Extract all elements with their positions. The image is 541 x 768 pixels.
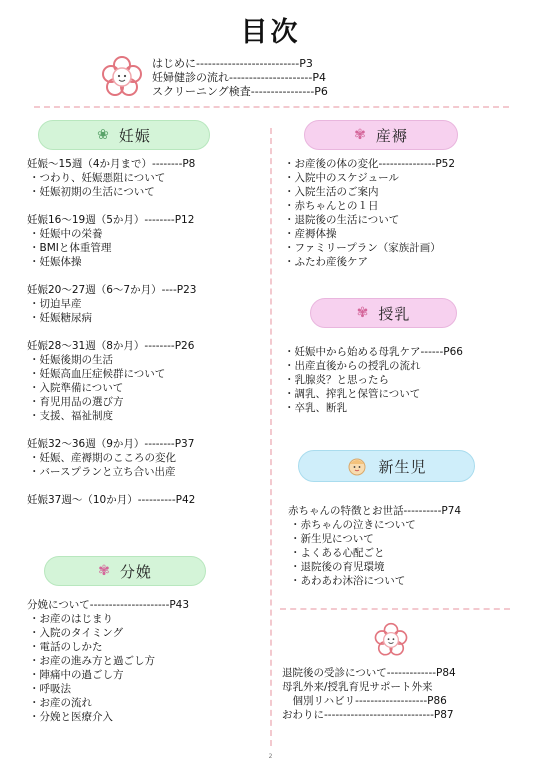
toc-item[interactable]: ・妊娠中から始める母乳ケア------P66 — [284, 346, 463, 358]
toc-item[interactable]: ・バースプランと立ち合い出産 — [29, 466, 176, 478]
toc-item[interactable]: ・妊娠初期の生活について — [29, 186, 155, 198]
toc-item[interactable]: ・分娩と医療介入 — [29, 711, 113, 723]
toc-item[interactable]: おわりに-----------------------------P87 — [282, 709, 454, 721]
toc-item[interactable]: ・入院中のスケジュール — [284, 172, 399, 184]
toc-heading[interactable]: 妊娠37週～（10か月）----------P42 — [27, 494, 196, 506]
intro-list — [152, 57, 328, 99]
toc-item[interactable]: 母乳外来/授乳育児サポート外来 — [282, 681, 433, 693]
intro-item-1[interactable]: はじめに--------------------------P3 — [152, 57, 313, 70]
toc-heading[interactable]: 分娩について---------------------P43 — [27, 599, 190, 611]
toc-item[interactable]: ・入院生活のご案内 — [284, 186, 379, 198]
toc-item[interactable]: ・妊娠後期の生活 — [29, 354, 113, 366]
column-divider — [270, 128, 272, 746]
right-bottom-divider — [280, 608, 510, 610]
pink-sprout-icon: ✾ — [356, 305, 369, 321]
section-pill-shinseiji[interactable]: 新生児 — [298, 450, 475, 482]
toc-heading[interactable]: 妊娠20～27週（6～7か月）----P23 — [27, 284, 197, 296]
page-number: 2 — [268, 753, 273, 760]
intro-item-2[interactable]: 妊婦健診の流れ---------------------P4 — [152, 71, 326, 84]
toc-item[interactable]: ・BMIと体重管理 — [29, 242, 112, 254]
left-col-content — [27, 157, 196, 507]
toc-item[interactable]: ・入院のタイミング — [29, 627, 124, 639]
toc-item[interactable]: 退院後の受診について-------------P84 — [282, 667, 456, 679]
toc-item[interactable]: ・呼吸法 — [29, 683, 71, 695]
toc-item[interactable]: ・赤ちゃんの泣きについて — [290, 519, 416, 531]
toc-item[interactable]: 個別リハビリ-------------------P86 — [282, 695, 447, 707]
junyu-list — [284, 345, 463, 415]
toc-item[interactable]: ・入院準備について — [29, 382, 124, 394]
top-divider — [34, 106, 509, 108]
toc-heading[interactable]: 妊娠16～19週（5か月）--------P12 — [27, 214, 195, 226]
toc-item[interactable]: ・卒乳、断乳 — [284, 402, 347, 414]
pink-sprout-icon: ✾ — [354, 127, 366, 143]
section-pill-ninshin[interactable]: ❀ 妊娠 — [38, 120, 210, 150]
toc-item[interactable]: ・退院後の育児環境 — [290, 561, 385, 573]
toc-item[interactable]: ・新生児について — [290, 533, 374, 545]
toc-item[interactable]: ・妊娠高血圧症候群について — [29, 368, 166, 380]
toc-item[interactable]: ・ファミリープラン（家族計画） — [284, 242, 441, 254]
toc-item[interactable]: ・お産後の体の変化---------------P52 — [284, 158, 456, 170]
closing-list — [282, 666, 456, 722]
flower-logo-icon — [373, 622, 409, 658]
toc-item[interactable]: ・産褥体操 — [284, 228, 337, 240]
section-pill-bunben[interactable]: ✾ 分娩 — [44, 556, 206, 586]
shinseiji-list — [288, 504, 461, 588]
toc-item[interactable]: ・支援、福祉制度 — [29, 410, 113, 422]
section-pill-junyu[interactable]: ✾ 授乳 — [310, 298, 457, 328]
toc-item[interactable]: ・つわり、妊娠悪阻について — [29, 172, 166, 184]
section-pill-sanjoku[interactable]: ✾ 産褥 — [304, 120, 458, 150]
toc-item[interactable]: ・退院後の生活について — [284, 214, 400, 226]
baby-face-icon — [346, 455, 368, 477]
pink-sprout-icon: ✾ — [98, 563, 110, 579]
plant-sprout-icon: ❀ — [97, 127, 109, 143]
toc-item[interactable]: ・調乳、搾乳と保管について — [284, 388, 421, 400]
toc-item[interactable]: ・妊娠中の栄養 — [29, 228, 103, 240]
toc-heading[interactable]: 妊娠～15週（4か月まで）--------P8 — [27, 158, 196, 170]
toc-item[interactable]: ・よくある心配ごと — [290, 547, 385, 559]
toc-item[interactable]: ・お産の流れ — [29, 697, 92, 709]
toc-heading[interactable]: 赤ちゃんの特徴とお世話----------P74 — [288, 505, 462, 517]
toc-item[interactable]: ・ふたわ産後ケア — [284, 256, 368, 268]
flower-logo-icon — [100, 55, 144, 99]
toc-item[interactable]: ・妊娠糖尿病 — [29, 312, 92, 324]
sanjoku-list — [284, 157, 455, 269]
bunben-list — [27, 598, 189, 724]
toc-item[interactable]: ・赤ちゃんとの１日 — [284, 200, 379, 212]
intro-item-3[interactable]: スクリーニング検査----------------P6 — [152, 85, 328, 98]
toc-item[interactable]: ・乳腺炎？と思ったら — [284, 374, 389, 386]
toc-item[interactable]: ・お産の進み方と過ごし方 — [29, 655, 155, 667]
toc-item[interactable]: ・陣痛中の過ごし方 — [29, 669, 124, 681]
toc-item[interactable]: ・切迫早産 — [29, 298, 82, 310]
toc-item[interactable]: ・妊娠体操 — [29, 256, 82, 268]
toc-item[interactable]: ・電話のしかた — [29, 641, 103, 653]
toc-item[interactable]: ・育児用品の選び方 — [29, 396, 124, 408]
toc-item[interactable]: ・出産直後からの授乳の流れ — [284, 360, 421, 372]
toc-heading[interactable]: 妊娠32～36週（9か月）--------P37 — [27, 438, 195, 450]
toc-heading[interactable]: 妊娠28～31週（8か月）--------P26 — [27, 340, 195, 352]
toc-item[interactable]: ・あわあわ沐浴について — [290, 575, 406, 587]
page-title: 目次 — [240, 17, 301, 48]
toc-item[interactable]: ・お産のはじまり — [29, 613, 113, 625]
toc-item[interactable]: ・妊娠、産褥期のこころの変化 — [29, 452, 176, 464]
